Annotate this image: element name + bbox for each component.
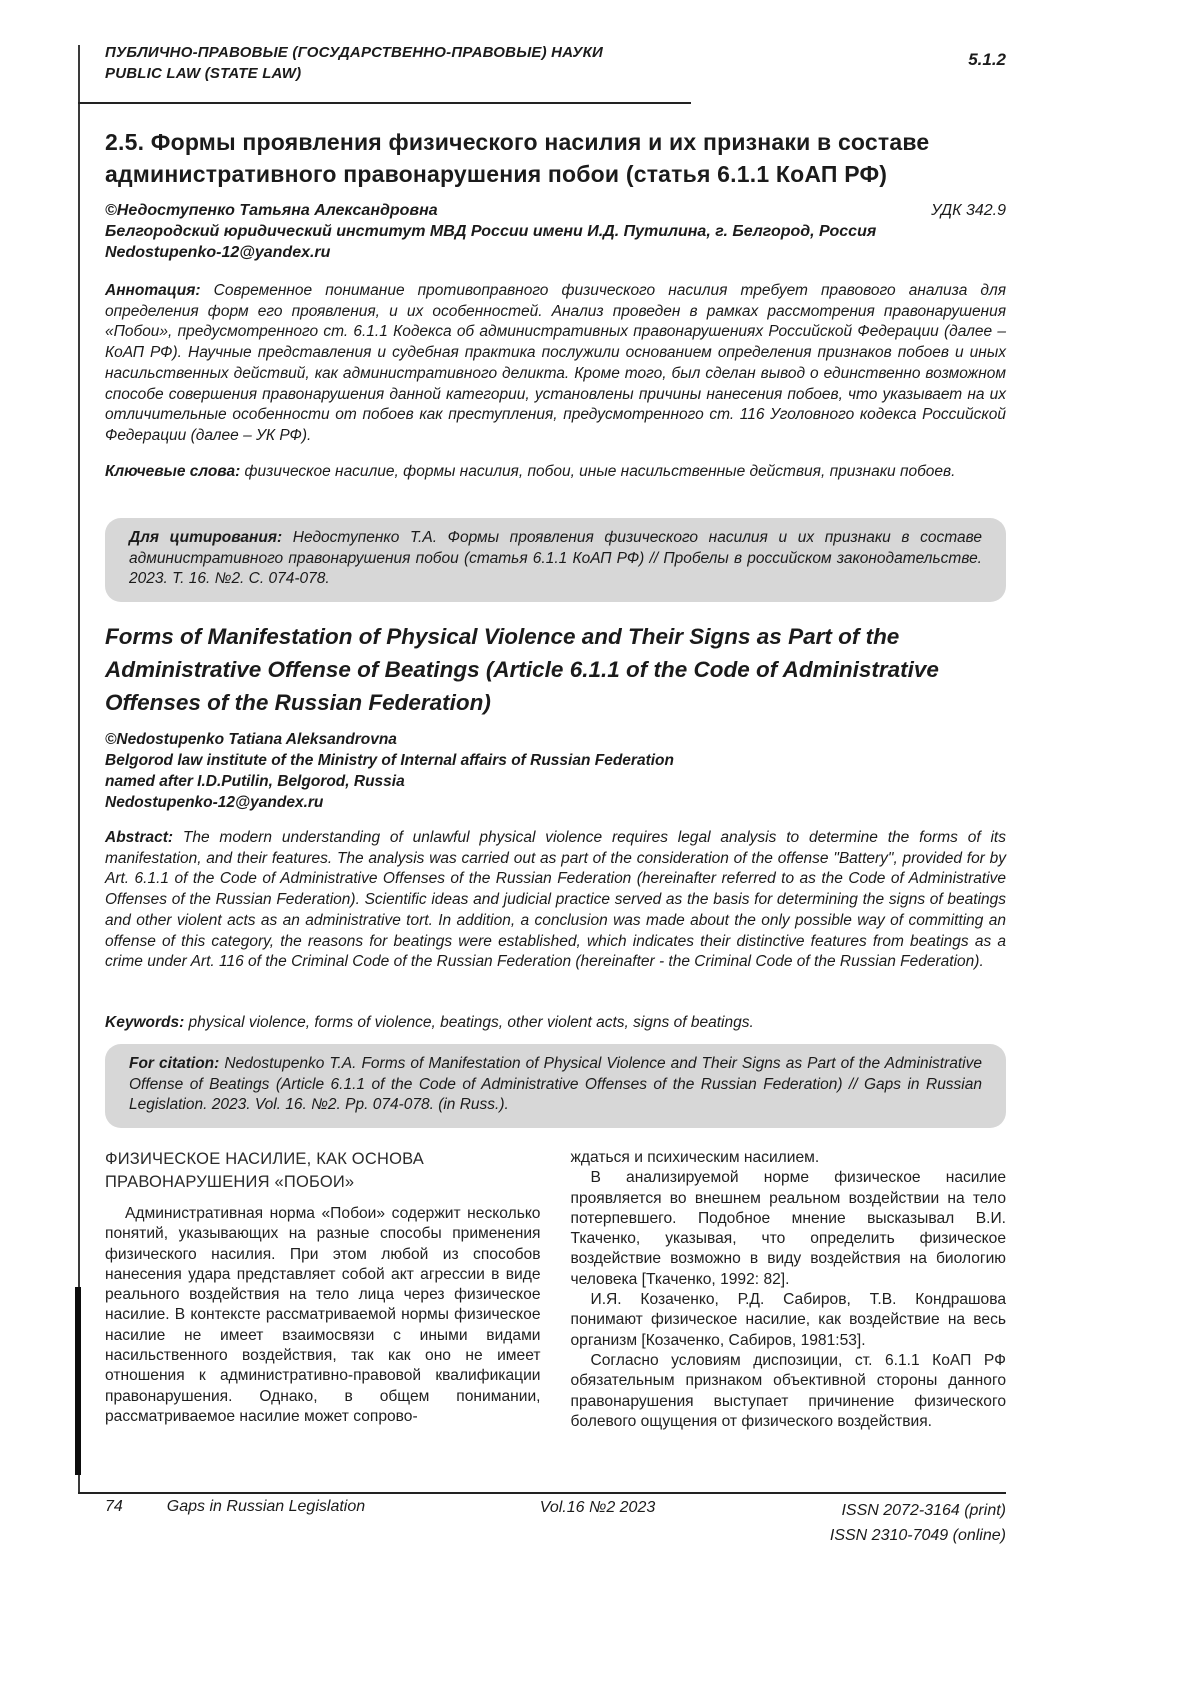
keywords-ru-label: Ключевые слова: bbox=[105, 463, 241, 480]
keywords-en-label: Keywords: bbox=[105, 1014, 185, 1031]
author-email-en: Nedostupenko-12@yandex.ru bbox=[105, 794, 324, 811]
specialty-code: 5.1.2 bbox=[968, 50, 1006, 69]
page-number: 74 bbox=[105, 1498, 123, 1515]
author-en: ©Nedostupenko Tatiana Aleksandrovna bbox=[105, 731, 397, 748]
rubric-en: PUBLIC LAW (STATE LAW) bbox=[105, 65, 302, 82]
column-left bbox=[105, 1148, 541, 1432]
journal-name: Gaps in Russian Legislation bbox=[166, 1498, 366, 1515]
header-rule bbox=[78, 102, 691, 104]
running-header bbox=[105, 42, 1006, 84]
page-footer bbox=[105, 1498, 1006, 1548]
citation-ru-paragraph bbox=[129, 528, 982, 590]
footer-rule bbox=[78, 1492, 1006, 1494]
footer-issn bbox=[830, 1498, 1006, 1548]
affiliation-en-line1: Belgorod law institute of the Ministry of Internal affairs of Russian Federation bbox=[105, 752, 674, 769]
affiliation-en-line2: named after I.D.Putilin, Belgorod, Russia bbox=[105, 773, 405, 790]
body-paragraph-right-3: И.Я. Козаченко, Р.Д. Сабиров, Т.В. Кондрашова понимают физическое насилие, как воздействие на весь организм [Козаченко, Сабиров, 1981:53]. bbox=[570, 1291, 1006, 1349]
rubric-ru: ПУБЛИЧНО-ПРАВОВЫЕ (ГОСУДАРСТВЕННО-ПРАВОВЫЕ) НАУКИ bbox=[105, 44, 604, 61]
footer-left bbox=[105, 1498, 365, 1516]
body-paragraph-right-4: Согласно условиям диспозиции, ст. 6.1.1 КоАП РФ обязательным признаком объективной стороны данного правонарушения выступает причинение физического болевого ощущения от физического воздействия. bbox=[570, 1351, 1006, 1430]
author-email-ru: Nedostupenko-12@yandex.ru bbox=[105, 244, 331, 261]
left-section-bar bbox=[75, 1287, 81, 1475]
section-heading: ФИЗИЧЕСКОЕ НАСИЛИЕ, КАК ОСНОВА ПРАВОНАРУШЕНИЯ «ПОБОИ» bbox=[105, 1150, 424, 1191]
annotation-label: Аннотация: bbox=[105, 282, 201, 299]
body-paragraph-left-1: Административная норма «Побои» содержит несколько понятий, указывающих на разные способы применения физического насилия. При этом любой из способов нанесения удара представляет собой акт агрессии в виде реального воздействия на тело лица через физическое насилие. В контексте рассматриваемой нормы физическое насилие не имеет взаимосвязи с иными видами насильственного воздействия, так как оно не имеет отношения к административно-правовой квалификации правонарушения. Однако, в общем понимании, рассматриваемое насилие может сопрово- bbox=[105, 1205, 541, 1425]
citation-en-paragraph bbox=[129, 1054, 982, 1116]
abstract-paragraph bbox=[105, 828, 1006, 973]
issn-print: ISSN 2072-3164 (print) bbox=[841, 1502, 1006, 1519]
citation-en-text: Nedostupenko T.A. Forms of Manifestation of Physical Violence and Their Signs as Part of the Administrative Offense of Beatings (Article 6.1.1 of the Code of Administrative Offenses of the Russian Federation) // Gaps in Russian Legislation. 2023. Vol. 16. №2. Pp. 074-078. (in Russ.). bbox=[129, 1055, 982, 1114]
citation-box-en bbox=[105, 1044, 1006, 1128]
body-paragraph-right-1: ждаться и психическим насилием. bbox=[570, 1149, 820, 1166]
udc-code: УДК 342.9 bbox=[931, 202, 1006, 219]
author-ru: ©Недоступенко Татьяна Александровна bbox=[105, 202, 438, 219]
byline-ru bbox=[105, 200, 1006, 263]
keywords-ru-text: физическое насилие, формы насилия, побои, иные насильственные действия, признаки побоев. bbox=[240, 463, 956, 480]
issn-online: ISSN 2310-7049 (online) bbox=[829, 1527, 1006, 1544]
left-margin-rule bbox=[78, 45, 80, 1494]
article-title-ru: 2.5. Формы проявления физического насилия и их признаки в составе административного правонарушения побои (статья 6.1.1 КоАП РФ) bbox=[105, 129, 930, 187]
abstract-label: Abstract: bbox=[105, 829, 174, 846]
keywords-en-text: physical violence, forms of violence, beatings, other violent acts, signs of beatings. bbox=[184, 1014, 754, 1031]
abstract-text: The modern understanding of unlawful physical violence requires legal analysis to determine the forms of its manifestation, and their features. The analysis was carried out as part of the consideration of the offense "Battery", provided for by Art. 6.1.1 of the Code of Administrative Offenses of the Russian Federation (hereinafter referred to as the Code of Administrative Offenses of the Russian Federation). Scientific ideas and judicial practice served as the basis for determining the signs of beatings and other violent acts as an administrative tort. In addition, a conclusion was made about the only possible way of committing an offense of this category, the reasons for beatings were established, which indicates their distinctive features from beatings as a crime under Art. 116 of the Criminal Code of the Russian Federation (hereinafter - the Criminal Code of the Russian Federation). bbox=[105, 829, 1006, 971]
citation-ru-text: Недоступенко Т.А. Формы проявления физического насилия и их признаки в составе административного правонарушения побои (статья 6.1.1 КоАП РФ) // Пробелы в российском законодательстве. 2023. Т. 16. №2. С. 074-078. bbox=[129, 529, 982, 588]
byline-en bbox=[105, 729, 1006, 813]
citation-ru-label: Для цитирования: bbox=[129, 529, 283, 546]
article-title-en: Forms of Manifestation of Physical Violence and Their Signs as Part of the Administrative Offense of Beatings (Article 6.1.1 of the Code of Administrative Offenses of the Russian Federation) bbox=[105, 624, 939, 715]
column-right bbox=[571, 1148, 1007, 1432]
affiliation-ru: Белгородский юридический институт МВД России имени И.Д. Путилина, г. Белгород, Россия bbox=[105, 223, 877, 240]
keywords-ru-paragraph bbox=[105, 462, 1006, 483]
body-paragraph-right-2: В анализируемой норме физическое насилие проявляется во внешнем реальном воздействии на тело потерпевшего. Подобное мнение высказывал В.И. Ткаченко, указывая, что определить физическое воздействие возможно в виду воздействия на биологию человека [Ткаченко, 1992: 82]. bbox=[570, 1169, 1006, 1288]
annotation-paragraph bbox=[105, 281, 1006, 447]
citation-en-label: For citation: bbox=[129, 1055, 220, 1072]
citation-box-ru bbox=[105, 518, 1006, 602]
rubric-block bbox=[105, 42, 603, 84]
volume-issue: Vol.16 №2 2023 bbox=[539, 1499, 656, 1516]
annotation-text: Современное понимание противоправного физического насилия требует правового анализа для определения форм его проявления, и их особенностей. Анализ проведен в рамках рассмотрения правонарушения «Побои», предусмотренного ст. 6.1.1 Кодекса об административных правонарушениях Российской Федерации (далее – КоАП РФ). Научные представления и судебная практика послужили основанием определения признаков побоев и иных насильственных действий, как административного деликта. Кроме того, был сделан вывод о единственно возможном способе совершения правонарушения данной категории, установлены причины нанесения побоев, что указывает на их отличительные особенности от побоев как преступления, предусмотренного ст. 116 Уголовного кодекса Российской Федерации (далее – УК РФ). bbox=[105, 282, 1006, 444]
keywords-en-paragraph bbox=[105, 1013, 1006, 1034]
article-body bbox=[105, 1148, 1006, 1432]
